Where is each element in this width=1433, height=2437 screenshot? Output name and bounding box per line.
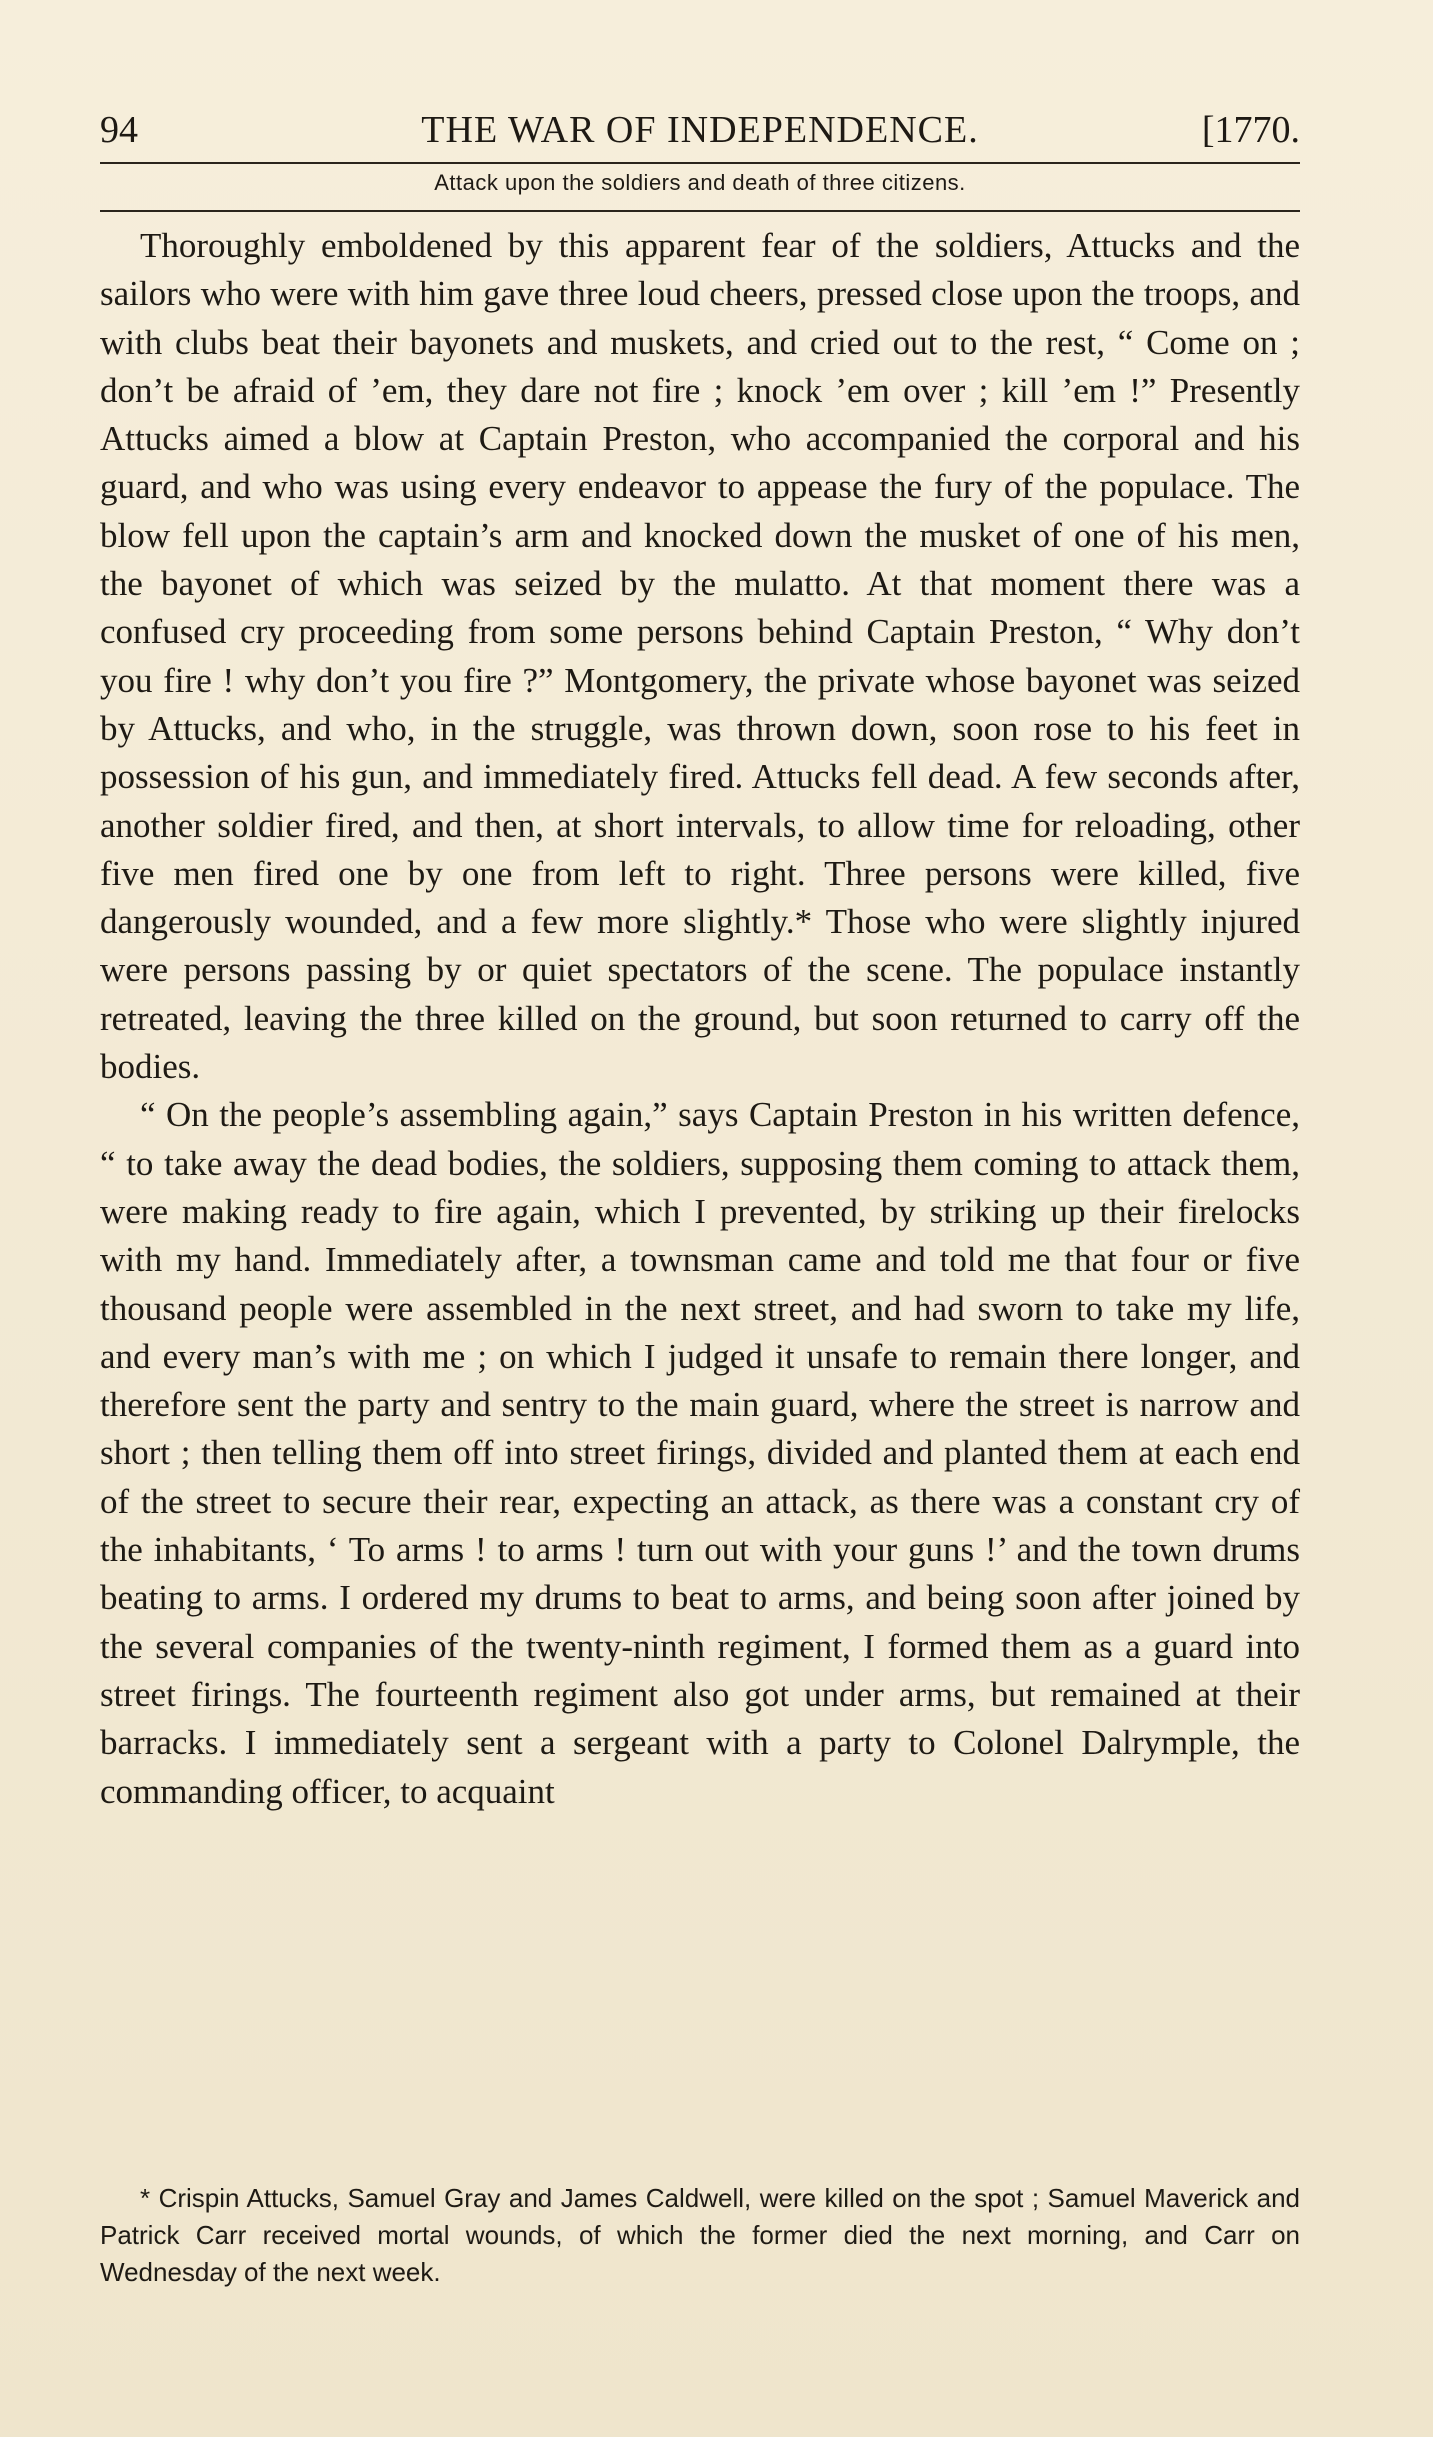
paragraph: “ On the people’s assembling again,” says Captain Preston in his written defence, “ to take away the dead bodies, the soldiers, supposing them coming to attack them, were making ready to fire again, which I prevented, by striking up their firelocks with my hand. Immediately after, a townsman came and told me that four or five thousand people were assembled in the next street, and had sworn to take my life, and every man’s with me ; on which I judged it unsafe to remain there longer, and therefore sent the party and sentry to the main guard, where the street is narrow and short ; then telling them off into street firings, divided and planted them at each end of the street to secure their rear, expecting an attack, as there was a constant cry of the inhabitants, ‘ To arms ! to arms ! turn out with your guns !’ and the town drums beating to arms. I ordered my drums to beat to arms, and being soon after joined by the several companies of the twenty-ninth regiment, I formed them as a guard into street firings. The fourteenth regiment also got under arms, but remained at their barracks. I immediately sent a sergeant with a party to Colonel Dalrymple, the commanding officer, to acquaint xyxy=(100,1095,1300,1811)
header-rule xyxy=(100,162,1300,164)
paragraph: Thoroughly emboldened by this apparent fear of the soldiers, Attucks and the sailors who were with him gave three loud cheers, pressed close upon the troops, and with clubs beat their bayonets and muskets, and cried out to the rest, “ Come on ; don’t be afraid of ’em, they dare not fire ; knock ’em over ; kill ’em !” Presently Attucks aimed a blow at Captain Preston, who accompanied the corporal and his guard, and who was using every endeavor to appease the fury of the populace. The blow fell upon the captain’s arm and knocked down the musket of one of his men, the bayonet of which was seized by the mulatto. At that moment there was a confused cry proceeding from some persons behind Captain Preston, “ Why don’t you fire ! why don’t you fire ?” Montgomery, the private whose bayonet was seized by Attucks, and who, in the struggle, was thrown down, soon rose to his feet in possession of his gun, and immediately fired. Attucks fell dead. A few seconds after, another soldier fired, and then, at short intervals, to allow time for reloading, other five men fired one by one from left to right. Three persons were killed, five dangerously wounded, and a few more slightly.* Those who were slightly injured were persons passing by or quiet spectators of the scene. The populace instantly retreated, leaving the three killed on the ground, but soon returned to carry off the bodies. xyxy=(100,226,1300,1087)
year-marker: [1770. xyxy=(1201,109,1300,151)
page-number: 94 xyxy=(100,109,138,151)
running-title: THE WAR OF INDEPENDENCE. xyxy=(421,109,979,151)
body-text xyxy=(100,222,1300,1816)
section-summary: Attack upon the soldiers and death of three citizens. xyxy=(434,170,966,195)
page-header xyxy=(100,98,1300,158)
footnote xyxy=(100,2180,1300,2291)
summary-rule xyxy=(100,210,1300,212)
footnote-text: * Crispin Attucks, Samuel Gray and James Caldwell, were killed on the spot ; Samuel Maverick and Patrick Carr received mortal wounds, of which the former died the next morning, and Carr on Wednesday of the next week. xyxy=(100,2183,1300,2287)
